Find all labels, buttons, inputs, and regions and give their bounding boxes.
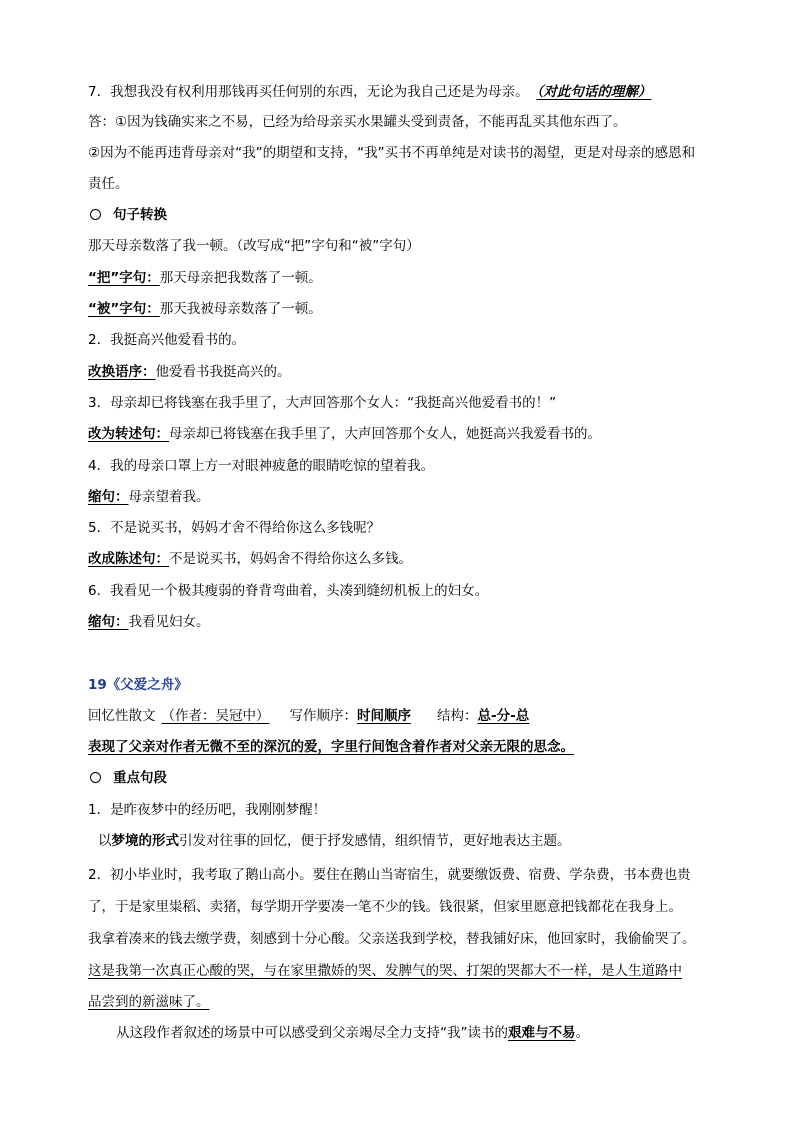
answer-text: 那天我被母亲数落了一顿。 <box>159 301 322 317</box>
answer-label: 缩句： <box>88 614 129 630</box>
note-emphasis: 艰难与不易 <box>508 1025 576 1041</box>
answer-label: 改换语序： <box>88 364 156 380</box>
lesson-info <box>88 706 529 726</box>
q7-question <box>88 82 651 102</box>
answer-text: 母亲望着我。 <box>128 489 210 505</box>
answer-text: 我看见妇女。 <box>128 614 210 630</box>
note-text: 从这段作者叙述的场景中可以感受到父亲竭尽全力支持“我”读书的 <box>116 1025 508 1041</box>
note-text: 以 <box>98 833 112 849</box>
lesson-title: 19《父爱之舟》 <box>88 677 188 693</box>
note-text: 引发对往事的回忆，便于抒发感情，组织情节，更好地表达主题。 <box>179 833 571 849</box>
section-heading-conversion <box>88 205 167 225</box>
section-heading-key-passages <box>88 768 167 788</box>
q7-answer-1: 答：①因为钱确实来之不易，已经为给母亲买水果罐头受到责备，不能再乱买其他东西了。 <box>88 114 627 130</box>
heading-text: 重点句段 <box>113 770 167 786</box>
answer-text: 他爱看书我挺高兴的。 <box>155 364 291 380</box>
conversion-item-5: 5．不是说买书，妈妈才舍不得给你这么多钱呢？ <box>88 520 381 536</box>
q7-note: （对此句话的理解） <box>536 84 652 100</box>
structure-value: 总-分-总 <box>477 708 530 724</box>
conversion-item-6: 6．我看见一个极其瘦弱的脊背弯曲着，头凑到缝纫机板上的妇女。 <box>88 583 489 599</box>
answer-3 <box>88 424 601 444</box>
answer-text: 不是说买书，妈妈舍不得给你这么多钱。 <box>169 551 412 567</box>
answer-label: “被”字句： <box>88 301 160 317</box>
heading-text: 句子转换 <box>113 207 167 223</box>
q7-text: 我想我没有权利用那钱再买任何别的东西，无论为我自己还是为母亲。 <box>110 84 529 100</box>
note-emphasis: 梦境的形式 <box>111 833 179 849</box>
q7-number: 7． <box>88 84 111 100</box>
key-passage-2-note <box>116 1023 589 1043</box>
key-passage-2-line-5: 品尝到的新滋味了。 <box>88 994 210 1010</box>
answer-label: 改为转述句： <box>88 426 169 442</box>
answer-6 <box>88 612 210 632</box>
answer-4 <box>88 487 210 507</box>
answer-bei-sentence <box>88 299 322 319</box>
q7-answer-2-cont: 责任。 <box>88 176 129 192</box>
answer-2 <box>88 362 291 382</box>
key-passage-2-line-2: 了，于是家里粜稻、卖猪，每学期开学要凑一笔不少的钱。钱很紧，但家里愿意把钱都花在我身上。 <box>88 899 682 915</box>
key-passage-1: 1．是昨夜梦中的经历吧，我刚刚梦醒！ <box>88 802 327 818</box>
note-text: 。 <box>575 1025 589 1041</box>
circle-bullet-icon <box>90 209 101 220</box>
key-passage-2-line-4: 这是我第一次真正心酸的哭，与在家里撒娇的哭、发脾气的哭、打架的哭都大不一样，是人生道路中 <box>88 963 682 979</box>
order-value: 时间顺序 <box>357 708 411 724</box>
author: （作者：吴冠中） <box>161 708 270 724</box>
answer-label: 改成陈述句： <box>88 551 169 567</box>
q7-answer-2: ②因为不能再违背母亲对“我”的期望和支持，“我”买书不再单纯是对读书的渴望，更是对母亲的感恩和 <box>88 145 696 161</box>
conversion-item-4: 4．我的母亲口罩上方一对眼神疲惫的眼睛吃惊的望着我。 <box>88 458 435 474</box>
key-passage-1-note <box>98 831 571 851</box>
answer-label: 缩句： <box>88 489 129 505</box>
order-label: 写作顺序： <box>289 708 357 724</box>
answer-text: 那天母亲把我数落了一顿。 <box>159 270 322 286</box>
circle-bullet-icon <box>90 772 101 783</box>
genre: 回忆性散文 <box>88 708 156 724</box>
lesson-theme: 表现了父亲对作者无微不至的深沉的爱，字里行间饱含着作者对父亲无限的思念。 <box>88 739 574 755</box>
key-passage-2-line-3: 我拿着凑来的钱去缴学费，刻感到十分心酸。父亲送我到学校，替我铺好床，他回家时，我偷偷哭了。 <box>88 931 696 947</box>
conversion-item-2: 2．我挺高兴他爱看书的。 <box>88 332 246 348</box>
structure-label: 结构： <box>437 708 478 724</box>
key-passage-2-line-1: 2．初小毕业时，我考取了鹅山高小。要住在鹅山当寄宿生，就要缴饭费、宿费、学杂费，书本费也贵 <box>88 867 691 883</box>
answer-ba-sentence <box>88 268 322 288</box>
answer-5 <box>88 549 412 569</box>
conversion-item-3: 3．母亲却已将钱塞在我手里了，大声回答那个女人：“我挺高兴他爱看书的！” <box>88 395 557 411</box>
conversion-item-1: 那天母亲数落了我一顿。（改写成“把”字句和“被”字句） <box>88 238 420 254</box>
answer-text: 母亲却已将钱塞在我手里了，大声回答那个女人，她挺高兴我爱看书的。 <box>169 426 601 442</box>
answer-label: “把”字句： <box>88 270 160 286</box>
